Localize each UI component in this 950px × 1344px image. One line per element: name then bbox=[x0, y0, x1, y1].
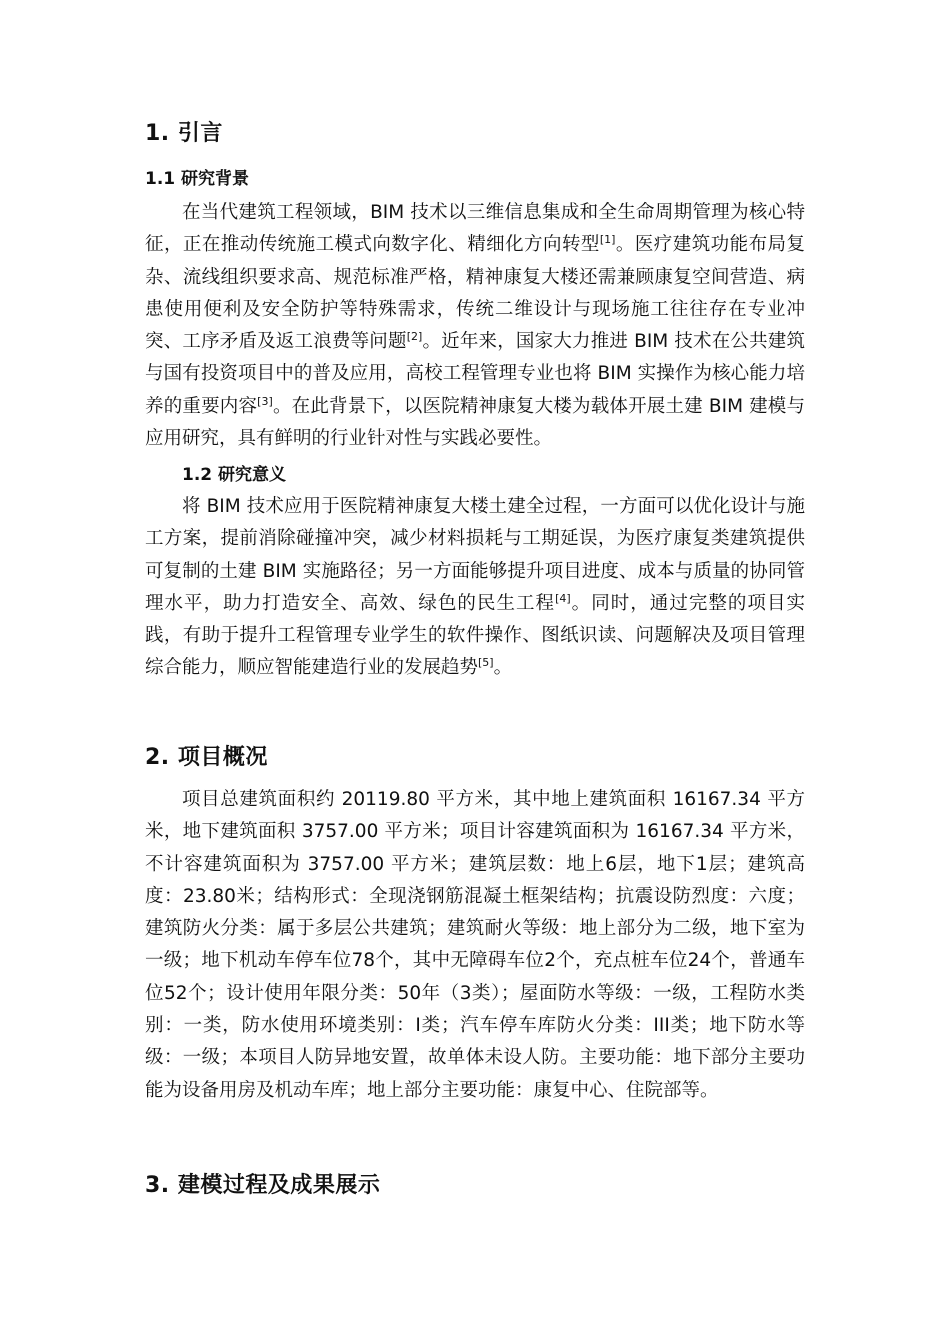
citation-1: [1] bbox=[599, 233, 616, 247]
citation-4: [4] bbox=[555, 591, 571, 605]
text-run: 将 BIM 技术应用于医院精神康复大楼土建全过程，一方面可以优化设计与施工方案，提前消除碰撞冲突，减少材料损耗与工期延误，为医疗康复类建筑提供可复制的土建 BIM 实施路径；另一方面能够提升项目进度、成本与质量的协同管理水平，助力打造安全、高效、绿色的民生工程 bbox=[145, 496, 805, 614]
section-1-heading: 1. 引言 bbox=[145, 121, 223, 146]
section-2-heading: 2. 项目概况 bbox=[145, 745, 268, 770]
citation-2: [2] bbox=[406, 330, 423, 344]
section-3-heading: 3. 建模过程及成果展示 bbox=[145, 1173, 381, 1198]
text-run: 。同时，通过完整的项目实践，有助于提升工程管理专业学生的软件操作、图纸识读、问题解决及项目管理综合能力，顺应智能建造行业的发展趋势 bbox=[145, 592, 805, 679]
text-run: 。近年来，国家大力推进 BIM 技术在公共建筑与国有投资项目中的普及应用，高校工程管理专业也将 BIM 实操作为核心能力培养的重要内容 bbox=[145, 331, 805, 417]
text-run: 在当代建筑工程领域，BIM 技术以三维信息集成和全生命周期管理为核心特征，正在推动传统施工模式向数字化、精细化方向转型 bbox=[145, 202, 805, 256]
text-run: 。 bbox=[493, 657, 513, 679]
text-run: 。在此背景下，以医院精神康复大楼为载体开展土建 BIM 建模与应用研究，具有鲜明的行业针对性与实践必要性。 bbox=[145, 395, 805, 450]
citation-5: [5] bbox=[478, 656, 494, 670]
significance-paragraph bbox=[145, 491, 805, 685]
text-run: 。医疗建筑功能布局复杂、流线组织要求高、规范标准严格，精神康复大楼还需兼顾康复空间营造、病患使用便利及安全防护等特殊需求，传统二维设计与现场施工往往存在专业冲突、工序矛盾及返工浪费等问题 bbox=[145, 234, 805, 353]
subsection-1-1-heading: 1.1 研究背景 bbox=[145, 169, 250, 189]
project-overview-paragraph: 项目总建筑面积约 20119.80 平方米，其中地上建筑面积 16167.34 平方米，地下建筑面积 3757.00 平方米；项目计容建筑面积为 16167.34 平方米，不计容建筑面积为 3757.00 平方米；建筑层数：地上6层，地下1层；建筑高度：23.80米；结构形式：全现浇钢筋混凝土框架结构；抗震设防烈度：六度；建筑防火分类：属于多层公共建筑；建筑耐火等级：地上部分为二级，地下室为一级；地下机动车停车位78个，其中无障碍车位2个，充点桩车位24个，普通车位52个；设计使用年限分类：50年（3类）；屋面防水等级：一级，工程防水类别：一类，防水使用环境类别：I类；汽车停车库防火分类：III类；地下防水等级：一级；本项目人防异地安置，故单体未设人防。主要功能：地下部分主要功能为设备用房及机动车库；地上部分主要功能：康复中心、住院部等。 bbox=[145, 789, 805, 1101]
citation-3: [3] bbox=[257, 394, 273, 408]
subsection-1-2-heading: 1.2 研究意义 bbox=[182, 465, 287, 485]
background-paragraph bbox=[145, 197, 805, 455]
